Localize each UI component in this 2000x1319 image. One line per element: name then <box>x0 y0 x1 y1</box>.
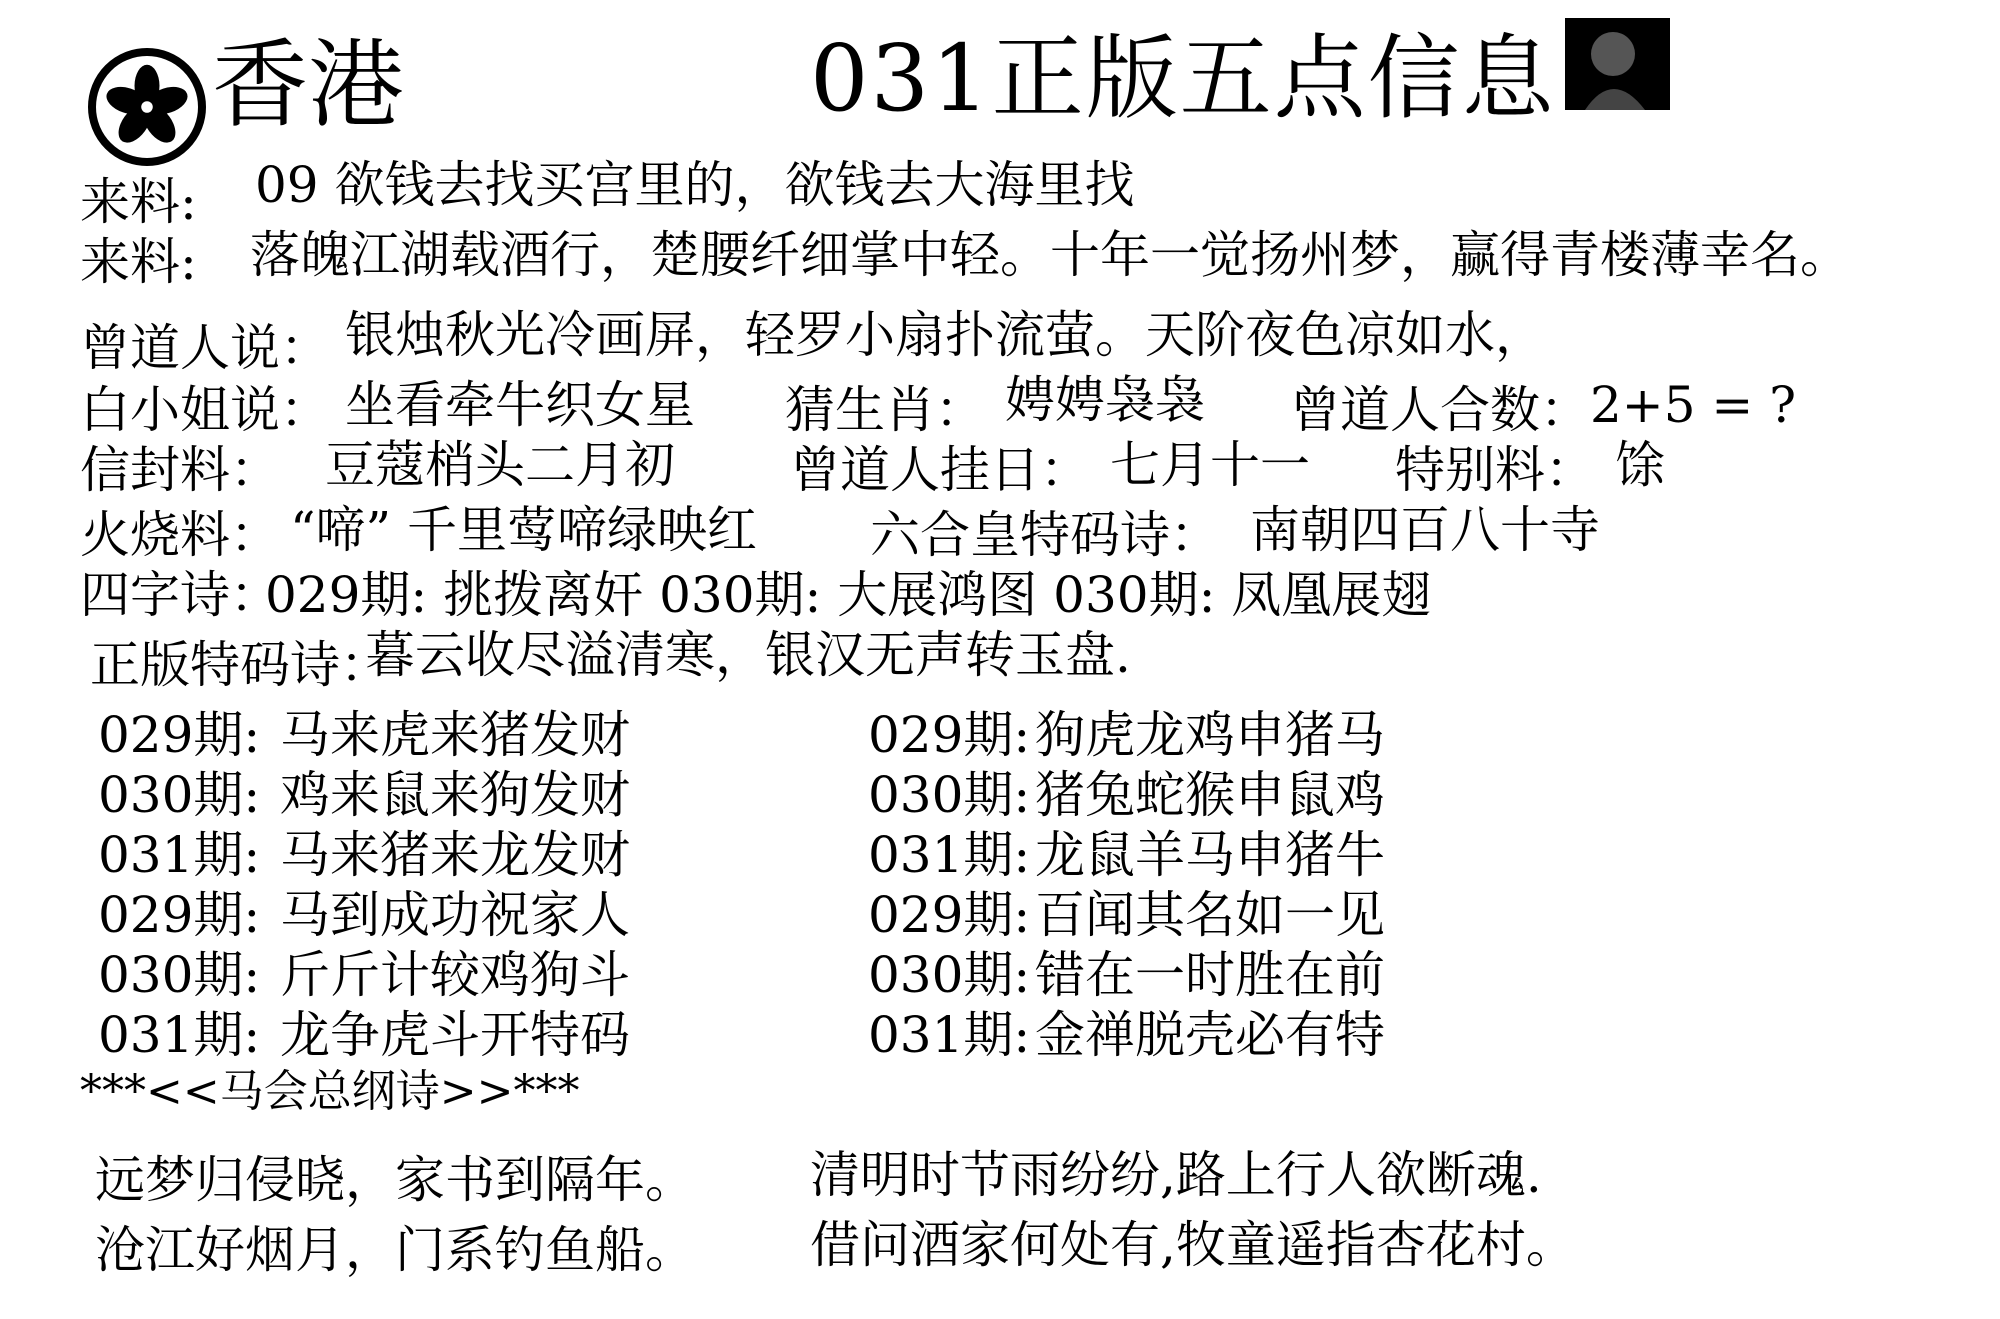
line-text: 豆蔻梢头二月初 <box>325 436 675 494</box>
line-text: 09 欲钱去找买宫里的，欲钱去大海里找 <box>255 156 1135 214</box>
period-label: 031期: <box>98 826 261 884</box>
list-item: 错在一时胜在前 <box>1035 946 1385 1004</box>
period-label: 031期: <box>868 826 1031 884</box>
line-label: 曾道人说： <box>80 319 330 377</box>
line-text: 029期: 挑拨离奸 030期: 大展鸿图 030期: 凤凰展翅 <box>265 566 1432 624</box>
line-label: 曾道人挂日： <box>790 441 1090 499</box>
list-item: 马到成功祝家人 <box>280 886 630 944</box>
line-label: 正版特码诗： <box>90 636 390 694</box>
line-label: 来料: <box>80 233 197 291</box>
line-text: 南朝四百八十寺 <box>1250 501 1600 559</box>
line-label: 特别料： <box>1395 441 1595 499</box>
period-label: 030期: <box>98 766 261 824</box>
list-item: 马来虎来猪发财 <box>280 706 630 764</box>
period-label: 029期: <box>98 886 261 944</box>
line-text: 银烛秋光冷画屏，轻罗小扇扑流萤。天阶夜色凉如水， <box>345 306 1545 364</box>
period-label: 030期: <box>868 766 1031 824</box>
region-title: 香港 <box>212 29 404 141</box>
poem-line: 远梦归侵晓，家书到隔年。 <box>95 1151 695 1209</box>
line-label: 信封料： <box>80 441 280 499</box>
period-label: 030期: <box>98 946 261 1004</box>
list-item: 金禅脱壳必有特 <box>1035 1006 1385 1064</box>
line-text: 2+5 = ? <box>1590 376 1797 434</box>
line-label: 猜生肖： <box>785 381 985 439</box>
line-text: 坐看牵牛织女星 <box>345 376 695 434</box>
list-item: 鸡来鼠来狗发财 <box>280 766 630 824</box>
poem-line: 沧江好烟月，门系钓鱼船。 <box>95 1221 695 1279</box>
line-label: 火烧料： <box>80 506 280 564</box>
portrait-photo <box>1565 18 1670 110</box>
line-text: 七月十一 <box>1110 436 1310 494</box>
line-text: 馀 <box>1615 436 1665 494</box>
list-item: 百闻其名如一见 <box>1035 886 1385 944</box>
list-item: 斤斤计较鸡狗斗 <box>280 946 630 1004</box>
bauhinia-emblem-icon <box>88 48 206 166</box>
poem-line: 借问酒家何处有,牧童遥指杏花村。 <box>810 1216 1576 1274</box>
poem-header: ***<<马会总纲诗>>*** <box>80 1066 580 1117</box>
line-label: 六合皇特码诗： <box>870 506 1220 564</box>
line-text: 娉娉袅袅 <box>1005 371 1205 429</box>
period-label: 030期: <box>868 946 1031 1004</box>
period-label: 029期: <box>98 706 261 764</box>
line-text: 暮云收尽溢清寒，银汉无声转玉盘. <box>365 626 1131 684</box>
period-label: 029期: <box>868 886 1031 944</box>
list-item: 狗虎龙鸡申猪马 <box>1035 706 1385 764</box>
period-label: 031期: <box>868 1006 1031 1064</box>
line-label: 来料: <box>80 173 197 231</box>
period-label: 029期: <box>868 706 1031 764</box>
line-label: 四字诗： <box>80 566 280 624</box>
line-text: 落魄江湖载酒行，楚腰纤细掌中轻。十年一觉扬州梦，赢得青楼薄幸名。 <box>250 226 1850 284</box>
line-label: 白小姐说： <box>80 381 330 439</box>
poem-line: 清明时节雨纷纷,路上行人欲断魂. <box>810 1146 1542 1204</box>
list-item: 马来猪来龙发财 <box>280 826 630 884</box>
page-title: 031正版五点信息 <box>810 25 1556 132</box>
line-label: 曾道人合数： <box>1290 381 1590 439</box>
list-item: 龙争虎斗开特码 <box>280 1006 630 1064</box>
period-label: 031期: <box>98 1006 261 1064</box>
list-item: 猪兔蛇猴申鼠鸡 <box>1035 766 1385 824</box>
list-item: 龙鼠羊马申猪牛 <box>1035 826 1385 884</box>
line-text: “啼” 千里莺啼绿映红 <box>290 501 758 559</box>
